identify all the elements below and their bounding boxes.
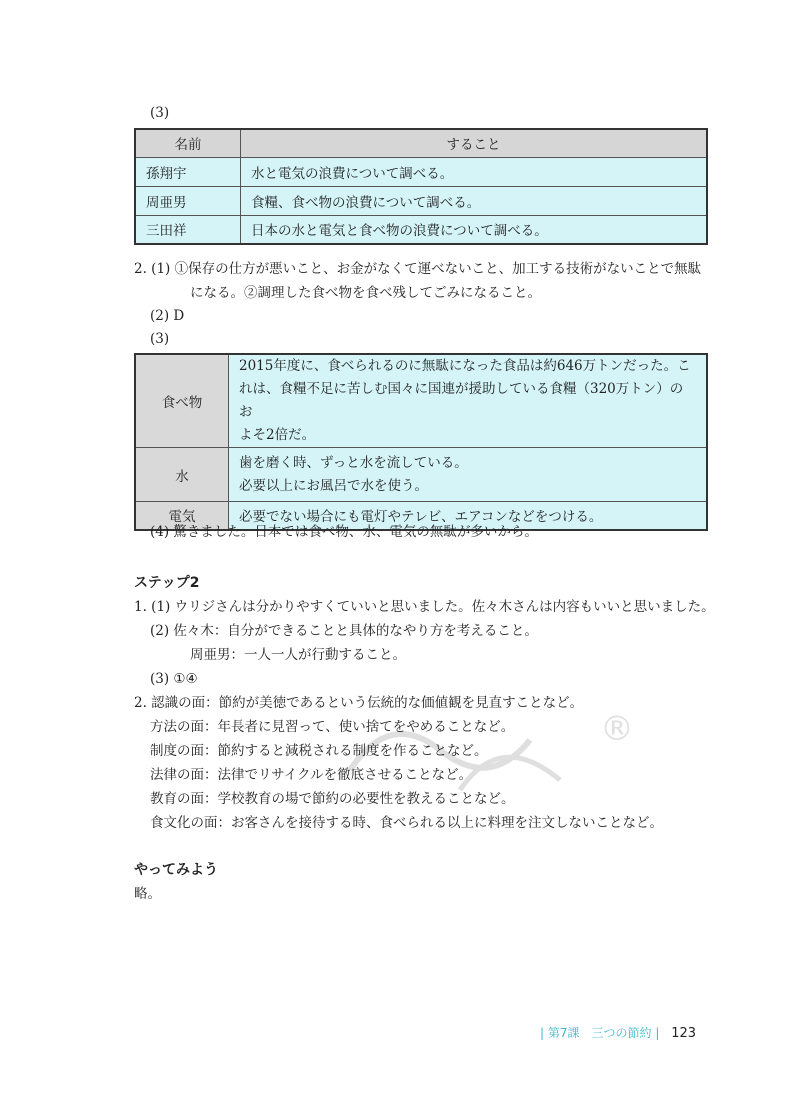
table-cell-name: 周亜男: [135, 186, 241, 215]
footer-separator: |: [655, 1026, 660, 1040]
footer-lesson-title: 第7課 三つの節約: [547, 1026, 652, 1040]
q2-item1-line2: になる。②調理した食べ物を食べ残してごみになること。: [190, 285, 541, 301]
step2-line: 法律の面：法律でリサイクルを徹底させることなど。: [150, 767, 473, 783]
step2-heading: ステップ2: [134, 575, 200, 591]
table-cell-name: 三田祥: [135, 215, 241, 244]
q2-item3-label: (3): [150, 331, 170, 347]
table-header-name: 名前: [135, 129, 241, 157]
step2-line: 周亜男：一人一人が行動すること。: [190, 647, 406, 663]
waste-label-food: 食べ物: [135, 354, 229, 448]
step2-line: 食文化の面：お客さんを接待する時、食べられる以上に料理を注文しないことなど。: [150, 815, 663, 831]
table-header-task: すること: [241, 129, 708, 157]
step2-line: 教育の面：学校教育の場で節約の必要性を教えることなど。: [150, 791, 515, 807]
registered-mark: ®: [600, 709, 634, 749]
step2-line: 方法の面：年長者に見習って、使い捨てをやめることなど。: [150, 719, 515, 735]
q2-item4: (4) 驚きました。日本では食べ物、水、電気の無駄が多いから。: [150, 524, 538, 540]
watermark-logo: [330, 690, 650, 820]
step2-line: 1. (1) ウリジさんは分かりやすくていいと思いました。佐々木さんは内容もいいと思いました。: [134, 599, 715, 615]
step2-line: 2. 認識の面：節約が美徳であるという伝統的な価値観を見直すことなど。: [134, 695, 584, 711]
q2-item2: (2) D: [150, 308, 185, 324]
table-cell-name: 孫翔宇: [135, 157, 241, 186]
assignment-table: [134, 128, 708, 245]
table-cell-task: 日本の水と電気と食べ物の浪費について調べる。: [241, 215, 708, 244]
step2-line: (2) 佐々木：自分ができることと具体的なやり方を考えること。: [150, 623, 538, 639]
table-cell-task: 食糧、食べ物の浪費について調べる。: [241, 186, 708, 215]
try-text: 略。: [134, 886, 161, 902]
section-label: (3): [150, 105, 170, 121]
waste-desc-food: 2015年度に、食べられるのに無駄になった食品は約646万トンだった。こ れは、食糧不足に苦しむ国々に国連が援助している食糧（320万トン）のお よそ2倍だ。: [229, 354, 708, 448]
page-number: 123: [671, 1026, 697, 1041]
waste-label-electric: 電気: [135, 502, 229, 530]
waste-table: [134, 353, 708, 531]
q2-item1-line1: 2. (1) ①保存の仕方が悪いこと、お金がなくて運べないこと、加工する技術がないことで無駄: [134, 261, 702, 277]
page-footer: [540, 1024, 696, 1041]
step2-line: 制度の面：節約すると減税される制度を作ることなど。: [150, 743, 488, 759]
step2-line: (3) ①④: [150, 671, 198, 687]
table-cell-task: 水と電気の浪費について調べる。: [241, 157, 708, 186]
waste-desc-electric: 必要でない場合にも電灯やテレビ、エアコンなどをつける。: [229, 502, 708, 530]
try-heading: やってみよう: [134, 862, 218, 878]
waste-desc-water: 歯を磨く時、ずっと水を流している。 必要以上にお風呂で水を使う。: [229, 448, 708, 502]
waste-label-water: 水: [135, 448, 229, 502]
footer-separator: |: [540, 1026, 545, 1040]
